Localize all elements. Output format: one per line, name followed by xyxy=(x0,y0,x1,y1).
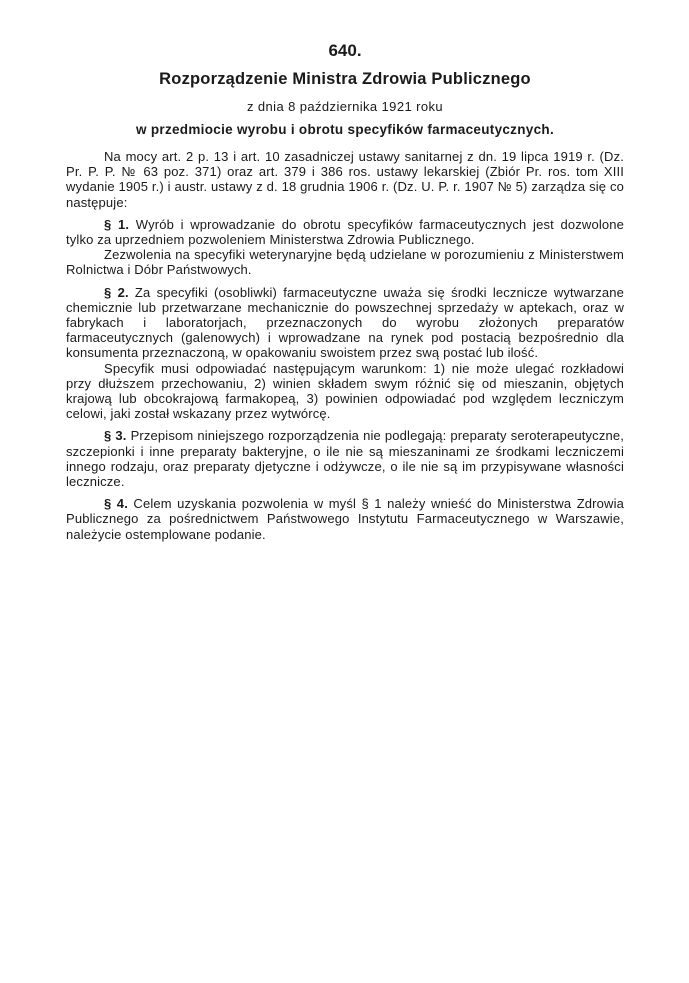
paragraph-text: Wyrób i wprowadzanie do obrotu specyfików farmaceutycznych jest dozwolone tylko za uprzedniem pozwoleniem Ministerstwa Zdrowia Publicznego. xyxy=(66,216,624,248)
paragraph-text: Na mocy art. 2 p. 13 i art. 10 zasadniczej ustawy sanitarnej z dn. 19 lipca 1919 r. (Dz. Pr. P. P. № 63 poz. 371) oraz art. 379 i 386 ros. ustawy lekarskiej (Zbiór Pr. ros. tom XIII wydanie 1905 r.) i austr. ustawy z d. 18 grudnia 1906 r. (Dz. U. P. r. 1907 № 5) zarządza się co następuje: xyxy=(66,149,624,210)
section-3-paragraph xyxy=(66,428,624,489)
paragraph-text: Specyfik musi odpowiadać następującym warunkom: 1) nie może ulegać rozkładowi przy dłuższem przechowaniu, 2) winien składem swym różnić się od mieszanin, objętych krajową lub obcokrajową farmakopeą, 3) powinien odpowiadać pod względem leczniczym celowi, jaki został wskazany przez wytwórcę. xyxy=(66,360,624,422)
preamble-paragraph xyxy=(66,149,624,210)
document-title: Rozporządzenie Ministra Zdrowia Publicznego xyxy=(159,70,531,88)
date-line: z dnia 8 października 1921 roku xyxy=(247,99,443,114)
document-page xyxy=(66,40,624,542)
section-2-continuation xyxy=(66,361,624,422)
document-subject: w przedmiocie wyrobu i obrotu specyfików farmaceutycznych. xyxy=(136,122,554,137)
section-4-paragraph xyxy=(66,496,624,542)
paragraph-text: Za specyfiki (osobliwki) farmaceutyczne uważa się środki lecznicze wytwarzane chemicznie lub przetwarzane mechanicznie do powszechnej sprzedaży w aptekach, oraz w fabrykach i laboratorjach, przeznaczonych do wyrobu złożonych preparatów farmaceutycznych (galenowych) i wprowadzane na rynek pod postacią bezpośrednio dla konsumenta przeznaczoną, w opakowaniu swoistem przez swą postać lub ilość. xyxy=(66,284,624,361)
section-number: § 1. xyxy=(104,216,130,232)
section-1-continuation xyxy=(66,247,624,277)
section-number: § 3. xyxy=(104,428,127,444)
paragraph-text: Zezwolenia na specyfiki weterynaryjne będą udzielane w porozumieniu z Ministerstwem Rolnictwa i Dóbr Państwowych. xyxy=(66,247,624,278)
paragraph-text: Przepisom niniejszego rozporządzenia nie podlegają: preparaty seroterapeutyczne, szczepionki i inne preparaty bakteryjne, o ile nie są mieszaninami ze środkami leczniczemi innego rodzaju, oraz preparaty djetyczne i odżywcze, o ile nie są im przypisywane własności lecznicze. xyxy=(66,428,624,490)
section-number: § 2. xyxy=(104,284,129,300)
section-1-paragraph xyxy=(66,217,624,247)
section-number: § 4. xyxy=(104,496,128,512)
paragraph-text: Celem uzyskania pozwolenia w myśl § 1 należy wnieść do Ministerstwa Zdrowia Publicznego za pośrednictwem Państwowego Instytutu Farmaceutycznego w Warszawie, należycie ostemplowane podanie. xyxy=(66,496,624,542)
section-2-paragraph xyxy=(66,285,624,361)
page-number: 640. xyxy=(328,41,362,60)
